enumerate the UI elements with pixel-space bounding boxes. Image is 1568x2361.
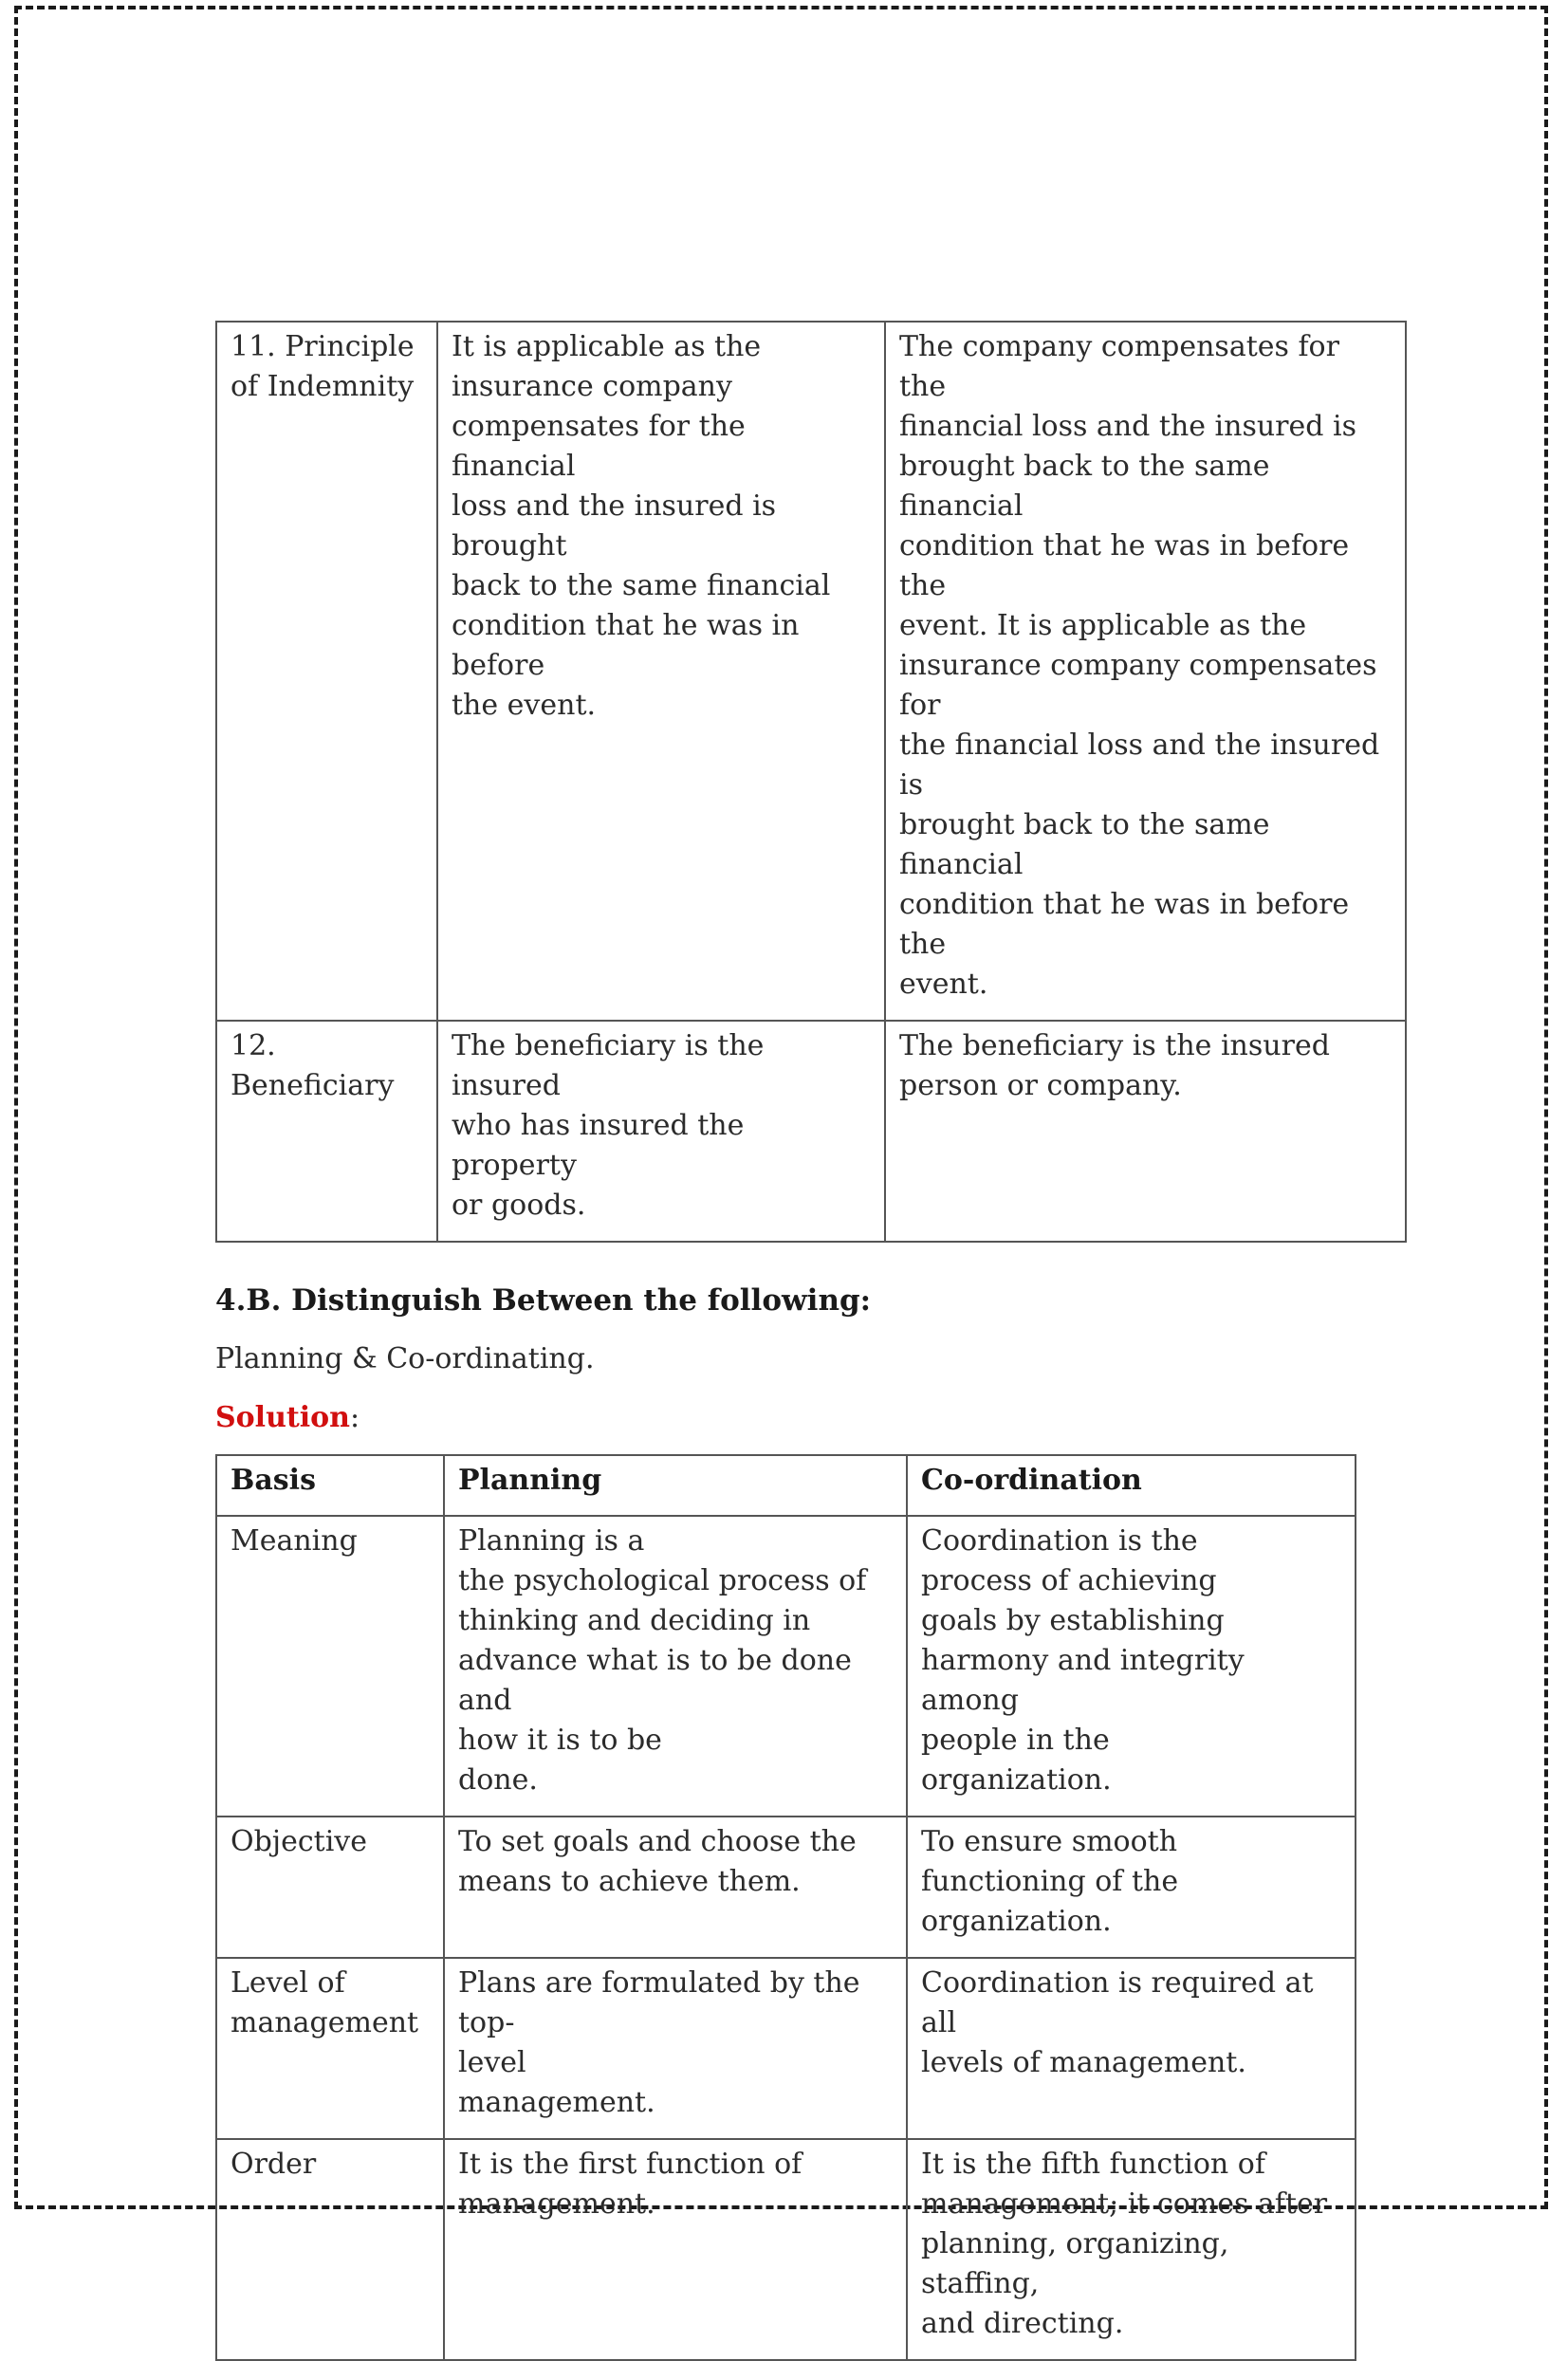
row-basis-cell: Meaning	[216, 1516, 444, 1817]
table-cell: It is the fifth function of management; it comes after planning, organizing, staffing, and directing.	[907, 2139, 1356, 2360]
question-text: Planning & Co-ordinating.	[215, 1342, 595, 1375]
table-row	[216, 1958, 1356, 2139]
table-row	[216, 1817, 1356, 1958]
column-header: Planning	[444, 1455, 907, 1516]
table-cell: It is applicable as the insurance company compensates for the financial loss and the insured is brought back to the same financial condition that he was in before the event.	[437, 322, 885, 1021]
table-cell: The beneficiary is the insured person or company.	[885, 1021, 1406, 1242]
table-cell: It is the first function of management.	[444, 2139, 907, 2360]
table-cell: Coordination is the process of achieving goals by establishing harmony and integrity among people in the organization.	[907, 1516, 1356, 1817]
table-cell: Plans are formulated by the top- level management.	[444, 1958, 907, 2139]
table-row	[216, 1516, 1356, 1817]
table-cell: The company compensates for the financial loss and the insured is brought back to the same financial condition that he was in before the event. It is applicable as the insurance company compensates for the financial loss and the insured is brought back to the same financial condition that he was in before the event.	[885, 322, 1406, 1021]
row-basis-cell: Level of management	[216, 1958, 444, 2139]
table-cell: To ensure smooth functioning of the organization.	[907, 1817, 1356, 1958]
page-content	[215, 321, 1411, 2361]
table-row	[216, 2139, 1356, 2360]
table-row	[216, 322, 1406, 1021]
solution-word: Solution	[215, 1401, 350, 1434]
column-header: Co-ordination	[907, 1455, 1356, 1516]
table-cell: To set goals and choose the means to achieve them.	[444, 1817, 907, 1958]
column-header: Basis	[216, 1455, 444, 1516]
solution-label	[215, 1398, 1411, 1438]
table-cell: The beneficiary is the insured who has insured the property or goods.	[437, 1021, 885, 1242]
row-basis-cell: 11. Principle of Indemnity	[216, 322, 437, 1021]
planning-coordination-table	[215, 1454, 1356, 2361]
section-heading: 4.B. Distinguish Between the following:	[215, 1283, 872, 1318]
table-cell: Planning is a the psychological process of thinking and deciding in advance what is to be done and how it is to be done.	[444, 1516, 907, 1817]
table-cell: Coordination is required at all levels of management.	[907, 1958, 1356, 2139]
table-header-row	[216, 1455, 1356, 1516]
row-basis-cell: Objective	[216, 1817, 444, 1958]
insurance-comparison-table	[215, 321, 1407, 1243]
row-basis-cell: 12. Beneficiary	[216, 1021, 437, 1242]
row-basis-cell: Order	[216, 2139, 444, 2360]
solution-colon: :	[349, 1401, 360, 1434]
table-row	[216, 1021, 1406, 1242]
